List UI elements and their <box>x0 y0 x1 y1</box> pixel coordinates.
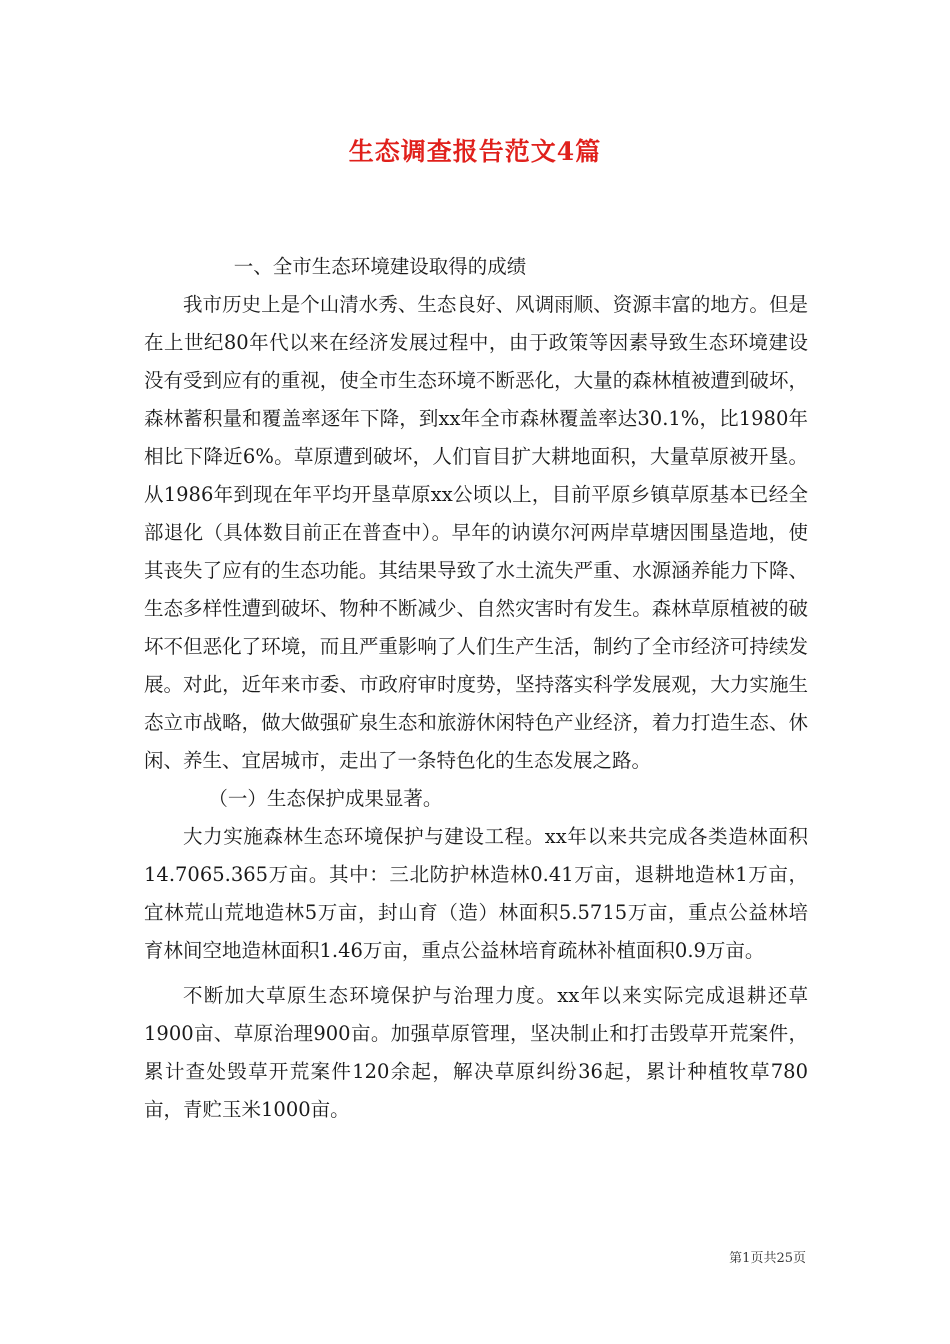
body-paragraph: 我市历史上是个山清水秀、生态良好、风调雨顺、资源丰富的地方。但是在上世纪80年代以来在经济发展过程中，由于政策等因素导致生态环境建设没有受到应有的重视，使全市生态环境不断恶化，大量的森林植被遭到破坏，森林蓄积量和覆盖率逐年下降，到xx年全市森林覆盖率达30.1%，比1980年相比下降近6%。草原遭到破坏，人们盲目扩大耕地面积，大量草原被开垦。从1986年到现在年平均开垦草原xx公顷以上，目前平原乡镇草原基本已经全部退化（具体数目前正在普查中）。早年的讷谟尔河两岸草塘因围垦造地，使其丧失了应有的生态功能。其结果导致了水土流失严重、水源涵养能力下降、生态多样性遭到破坏、物种不断减少、自然灾害时有发生。森林草原植被的破坏不但恶化了环境，而且严重影响了人们生产生活，制约了全市经济可持续发展。对此，近年来市委、市政府审时度势，坚持落实科学发展观，大力实施生态立市战略，做大做强矿泉生态和旅游休闲特色产业经济，着力打造生态、休闲、养生、宜居城市，走出了一条特色化的生态发展之路。 <box>144 293 808 772</box>
body-paragraph: 大力实施森林生态环境保护与建设工程。xx年以来共完成各类造林面积14.7065.365万亩。其中：三北防护林造林0.41万亩，退耕地造林1万亩，宜林荒山荒地造林5万亩，封山育（造）林面积5.5715万亩，重点公益林培育林间空地造林面积1.46万亩，重点公益林培育疏林补植面积0.9万亩。 <box>144 825 808 962</box>
subsection-heading: （一）生态保护成果显著。 <box>208 787 443 810</box>
document-title: 生态调查报告范文4篇 <box>348 137 602 166</box>
section-heading: 一、全市生态环境建设取得的成绩 <box>233 255 527 278</box>
body-paragraph: 不断加大草原生态环境保护与治理力度。xx年以来实际完成退耕还草1900亩、草原治理900亩。加强草原管理，坚决制止和打击毁草开荒案件，累计查处毁草开荒案件120余起，解决草原纠纷36起，累计种植牧草780亩，青贮玉米1000亩。 <box>144 984 808 1121</box>
document-body <box>144 248 808 1129</box>
page-number: 第1页共25页 <box>729 1251 806 1266</box>
